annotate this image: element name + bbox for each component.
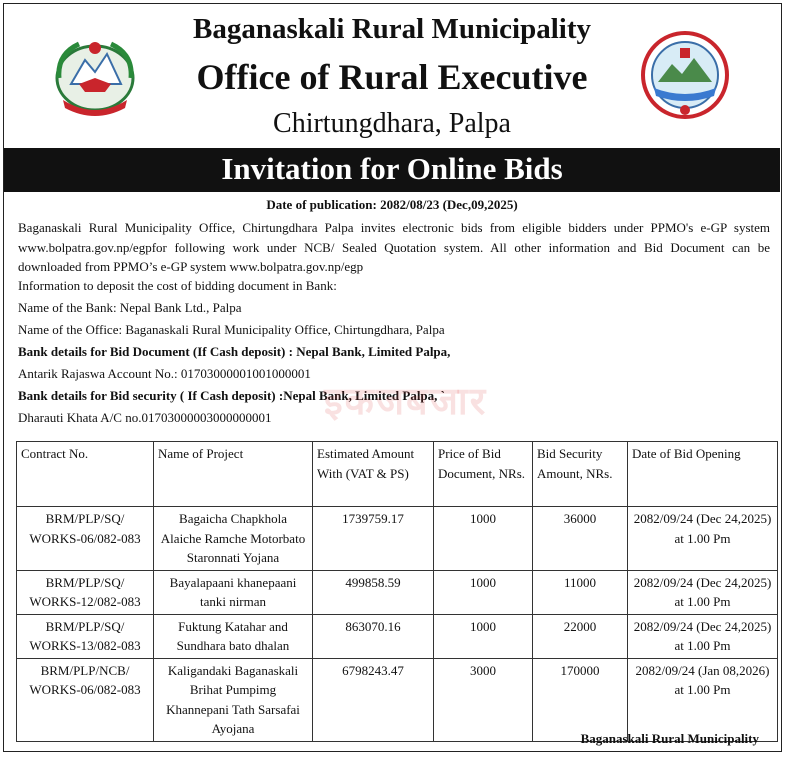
cell-security: 170000 [533,658,628,741]
footer-signature: Baganaskali Rural Municipality [580,731,759,746]
col-project: Name of Project [154,442,313,507]
cell-price: 1000 [434,570,533,614]
cell-security: 11000 [533,570,628,614]
notice-banner: Invitation for Online Bids [4,148,780,192]
office-name: Name of the Office: Baganaskali Rural Municipality Office, Chirtungdhara, Palpa [18,322,445,337]
bank-doc-heading: Bank details for Bid Document (If Cash deposit) : Nepal Bank, Limited Palpa, [18,344,451,359]
cell-price: 1000 [434,614,533,658]
intro-paragraph: Baganaskali Rural Municipality Office, Chirtungdhara Palpa invites electronic bids from eligible bidders under PPMO's e-GP system www.bolpatra.gov.np/egpfor following work under NCB/ Sealed Quotation system. All other information and Bid Document can be downloaded from PPMO’s e-GP system www.bolpatra.gov.np/egp [18,220,770,274]
bank-name: Name of the Bank: Nepal Bank Ltd., Palpa [18,300,242,315]
cell-opening: 2082/09/24 (Jan 08,2026) at 1.00 Pm [628,658,778,741]
table-row [17,507,778,571]
cell-amount: 863070.16 [313,614,434,658]
account-no: Antarik Rajaswa Account No.: 01703000001001000001 [18,366,311,381]
table-row [17,614,778,658]
cell-amount: 6798243.47 [313,658,434,741]
deposit-info: Information to deposit the cost of bidding document in Bank: [18,278,337,293]
table-row [17,570,778,614]
location: Chirtungdhara, Palpa [273,108,511,139]
cell-project: Bagaicha Chapkhola Alaiche Ramche Motorbato Staronnati Yojana [154,507,313,571]
cell-contract: BRM/PLP/SQ/ WORKS-12/082-083 [17,570,154,614]
col-contract: Contract No. [17,442,154,507]
cell-price: 1000 [434,507,533,571]
header [4,4,780,147]
notice-frame [3,3,782,752]
dharauti-account: Dharauti Khata A/C no.01703000003000000001 [18,410,272,425]
bank-security-heading: Bank details for Bid security ( If Cash deposit) :Nepal Bank, Limited Palpa, ` [18,388,445,403]
cell-amount: 1739759.17 [313,507,434,571]
cell-contract: BRM/PLP/SQ/ WORKS-06/082-083 [17,507,154,571]
cell-amount: 499858.59 [313,570,434,614]
cell-price: 3000 [434,658,533,741]
office-title: Office of Rural Executive [196,57,588,97]
col-amount: Estimated Amount With (VAT & PS) [313,442,434,507]
col-opening: Date of Bid Opening [628,442,778,507]
watermark: इकजबजार [324,379,488,423]
table-row [17,658,778,741]
cell-contract: BRM/PLP/SQ/ WORKS-13/082-083 [17,614,154,658]
cell-project: Fuktung Katahar and Sundhara bato dhalan [154,614,313,658]
col-price: Price of Bid Document, NRs. [434,442,533,507]
cell-opening: 2082/09/24 (Dec 24,2025) at 1.00 Pm [628,507,778,571]
cell-project: Kaligandaki Baganaskali Brihat Pumpimg Khannepani Tath Sarsafai Ayojana [154,658,313,741]
cell-project: Bayalapaani khanepaani tanki nirman [154,570,313,614]
bids-table [16,441,778,742]
cell-opening: 2082/09/24 (Dec 24,2025) at 1.00 Pm [628,570,778,614]
publication-date: Date of publication: 2082/08/23 (Dec,09,2025) [266,197,518,212]
col-security: Bid Security Amount, NRs. [533,442,628,507]
org-name: Baganaskali Rural Municipality [192,13,591,45]
cell-opening: 2082/09/24 (Dec 24,2025) at 1.00 Pm [628,614,778,658]
cell-contract: BRM/PLP/NCB/ WORKS-06/082-083 [17,658,154,741]
cell-security: 22000 [533,614,628,658]
table-header-row [17,442,778,507]
cell-security: 36000 [533,507,628,571]
